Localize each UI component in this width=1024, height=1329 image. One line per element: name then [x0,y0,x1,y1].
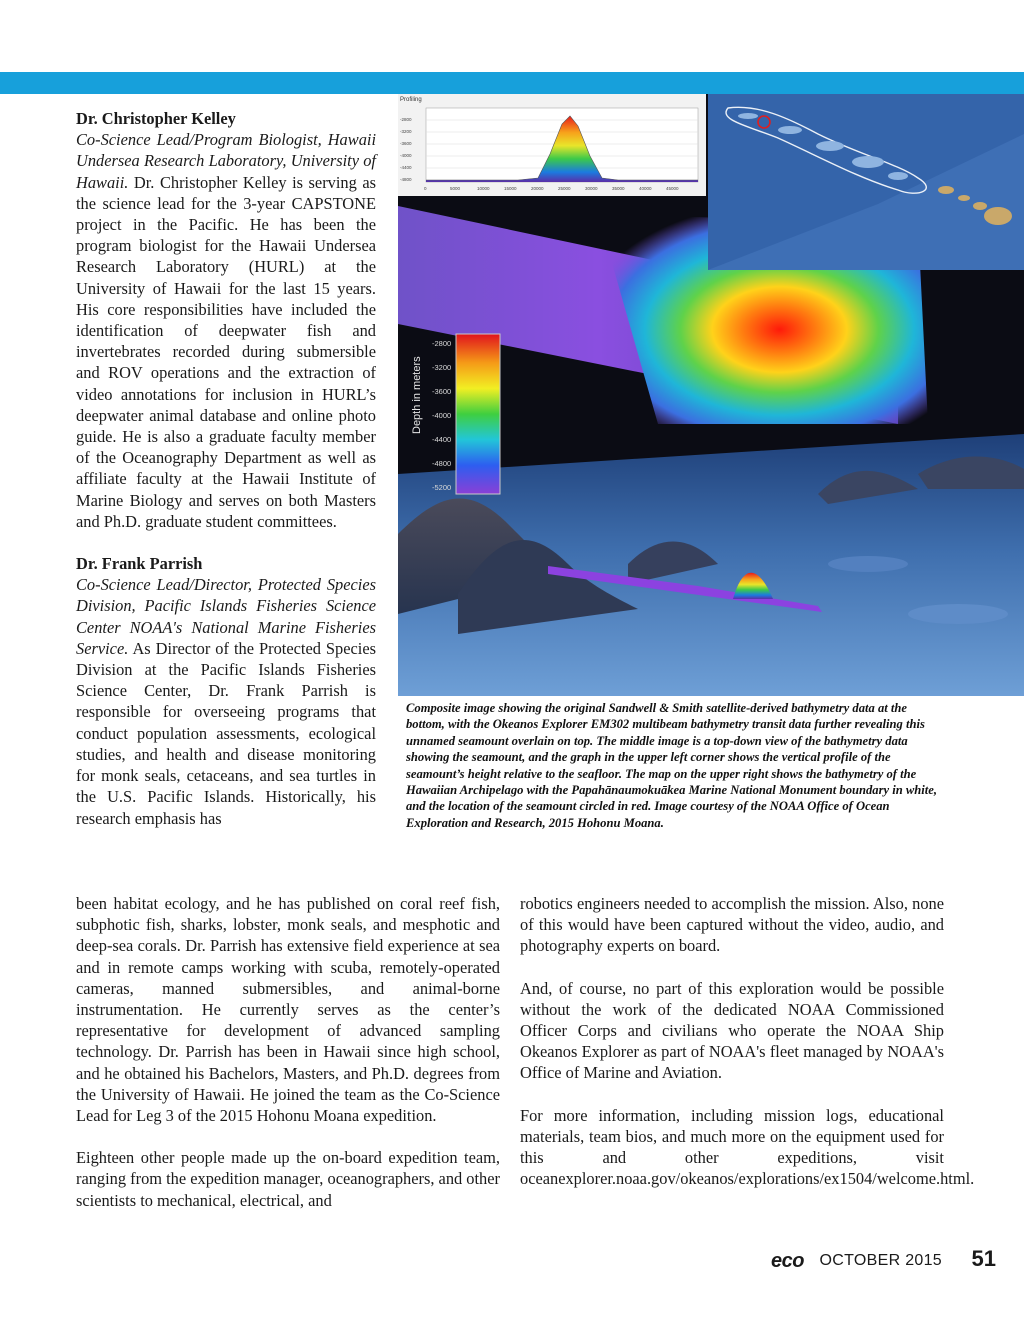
right-column [520,893,975,1189]
profile-ytick-6: -4800 [400,177,412,182]
profile-ytick-4: -4000 [400,153,412,158]
profile-xtick-2: 5000 [450,186,461,191]
bio-kelley-name: Dr. Christopher Kelley [76,109,236,128]
profile-xtick-8: 35000 [612,186,625,191]
profile-xtick-1: 0 [424,186,427,191]
legend-title: Depth in meters [411,356,423,434]
profile-ytick-3: -3600 [400,141,412,146]
bathymetry-composite-image [398,94,1024,696]
bio-kelley [76,108,376,532]
paragraph-more-info: For more information, including mission logs, educational materials, team bios, and much more on the equipment used for this and other expeditions, visit oceanexplorer.noaa.gov/okeanos/explorations/ex1504/welcome.html. [520,1105,975,1189]
header-bar [0,72,1024,94]
issue-date: OCTOBER 2015 [819,1252,942,1269]
bio-kelley-role: Co-Science Lead/Program Biologist, Hawaii Undersea Research Laboratory, University of Hawaii. [76,130,376,192]
legend-tick-3: -3600 [432,387,452,396]
profile-xtick-5: 20000 [531,186,544,191]
page-footer [0,1246,1000,1276]
legend-tick-7: -5200 [432,483,452,492]
profile-xtick-9: 40000 [639,186,652,191]
profile-xtick-6: 25000 [558,186,571,191]
profile-xtick-3: 10000 [477,186,490,191]
profile-ytick-2: -3200 [400,129,412,134]
legend-tick-6: -4800 [432,459,452,468]
legend-tick-2: -3200 [432,363,452,372]
bio-kelley-text: Dr. Christopher Kelley is serving as the science lead for the 3-year CAPSTONE project in the Pacific. He has been the program biologist for the Hawaii Undersea Research Laboratory (HURL) at the University of Hawaii for the last 15 years. His core responsibilities have included the identification of deepwater fish and invertebrates recorded during submersible and ROV operations and the extraction of video annotations for inclusion in HURL’s deepwater animal database and online photo guide. He is also a graduate faculty member of the Oceanography Department as well as affiliate faculty at the Hawaii Institute of Marine Biology and serves on both Masters and Ph.D. graduate student committees. [76,172,376,531]
profile-ytick-1: -2800 [400,117,412,122]
bio-parrish-name: Dr. Frank Parrish [76,554,203,574]
figure-caption: Composite image showing the original Sandwell & Smith satellite-derived bathymetry data at the bottom, with the Okeanos Explorer EM302 multibeam bathymetry transit data further revealing this unnamed seamount overlain on top. The middle image is a top-down view of the bathymetry data showing the seamount, and the graph in the upper left corner shows the vertical profile of the seamount’s height relative to the seafloor. The map on the upper right shows the bathymetry of the Hawaiian Archipelago with the Papahānaumokuākea Marine National Monument boundary in white, and the location of the seamount circled in red. Image courtesy of the NOAA Office of Ocean Exploration and Research, 2015 Hohonu Moana. [406,701,938,830]
paragraph-noaa-corps: And, of course, no part of this exploration would be possible without the work of the dedicated NOAA Commissioned Officer Corps and civilians who operate the NOAA Ship Okeanos Explorer as part of NOAA's fleet managed by NOAA's Office of Marine and Aviation. [520,978,944,1083]
legend-tick-5: -4400 [432,435,452,444]
page-number: 51 [971,1246,996,1271]
legend-tick-1: -2800 [432,339,452,348]
magazine-brand: eco [771,1250,804,1272]
paragraph-robotics: robotics engineers needed to accomplish the mission. Also, none of this would have been captured without the video, audio, and photography experts on board. [520,894,944,956]
left-column [76,108,376,829]
legend-tick-4: -4000 [432,411,452,420]
profile-xtick-10: 45000 [666,186,679,191]
lower-left-column [76,893,500,1211]
bio-parrish-text-b: been habitat ecology, and he has published on coral reef fish, subphotic fish, sharks, lobster, monk seals, and mesphotic and deep-sea corals. Dr. Parrish has extensive field experience at sea and in remote camps working with scuba, remotely-operated cameras, manned submersibles, and animal-borne instrumentation. He currently serves as the center’s representative for development of advanced sampling technology. Dr. Parrish has been in Hawaii since high school, and he obtained his Bachelors, Masters, and Ph.D. degrees from the University of Hawaii. He joined the team as the Co-Science Lead for Leg 3 of the 2015 Hohonu Moana expedition. [76,894,500,1126]
bio-parrish-text-a: As Director of the Protected Species Division at the Pacific Islands Fisheries Science Center, Dr. Frank Parrish is responsible for overseeing programs that conduct population assessments, ecological studies, and health and disease monitoring for monk seals, cetaceans, and sea turtles in the U.S. Pacific Islands. Historically, his research emphasis has [76,638,377,828]
bio-parrish-role: Co-Science Lead/Director, Protected Species Division, Pacific Islands Fisheries Science Center NOAA's National Marine Fisheries Service. [76,575,376,658]
bio-parrish [76,553,376,829]
profile-label: Profiling [400,97,422,103]
paragraph-team: Eighteen other people made up the on-board expedition team, ranging from the expedition manager, oceanographers, and other scientists to mechanical, electrical, and [76,1148,500,1210]
profile-xtick-4: 15000 [504,186,517,191]
profile-ytick-5: -4400 [400,165,412,170]
profile-xtick-7: 30000 [585,186,598,191]
